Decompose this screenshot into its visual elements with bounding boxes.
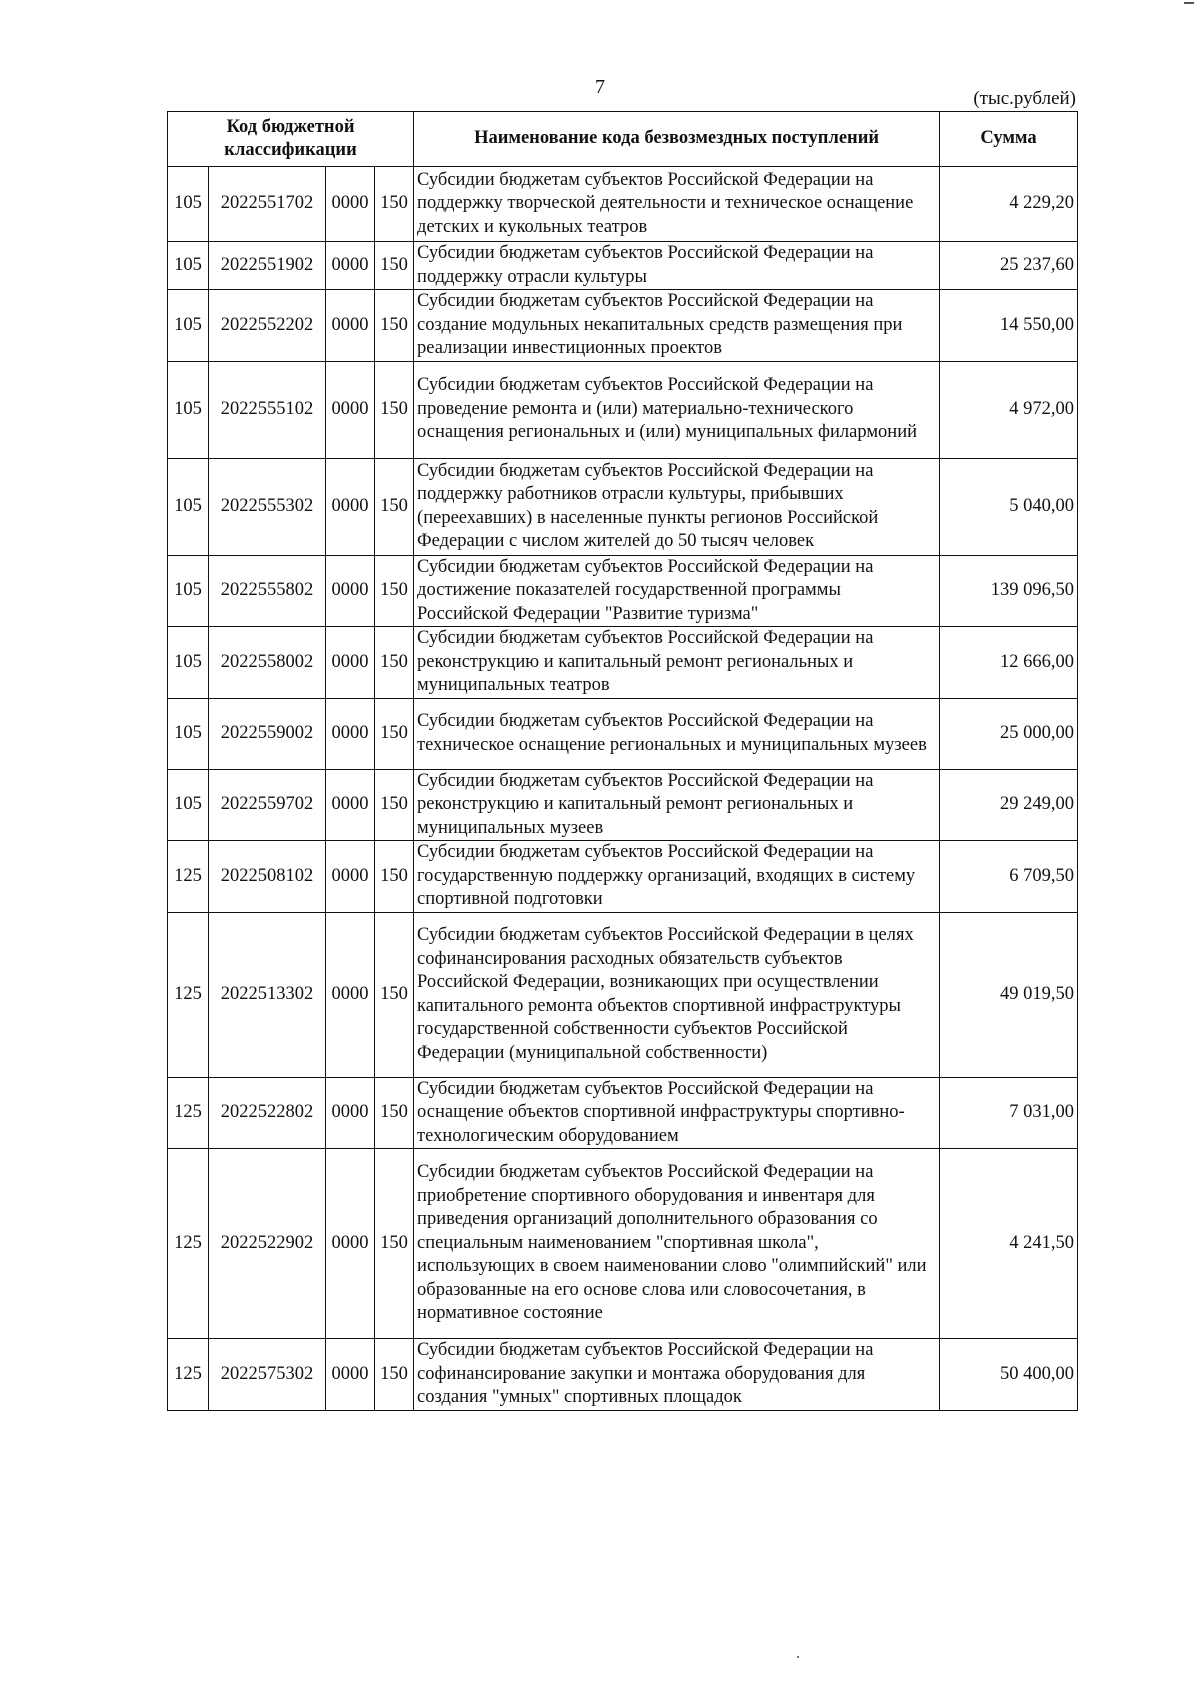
description-cell: Субсидии бюджетам субъектов Российской Федерации на реконструкцию и капитальный ремонт региональных и муниципальных театров	[414, 627, 940, 699]
amount-cell: 4 229,20	[940, 167, 1078, 242]
admin-code-cell: 105	[168, 242, 209, 290]
amount-cell: 25 000,00	[940, 698, 1078, 769]
subprogram-code-cell: 0000	[326, 290, 375, 362]
kind-code-cell: 150	[375, 1077, 414, 1149]
subprogram-code-cell: 0000	[326, 242, 375, 290]
amount-cell: 4 241,50	[940, 1149, 1078, 1339]
kind-code-cell: 150	[375, 698, 414, 769]
subprogram-code-cell: 0000	[326, 912, 375, 1077]
budget-code-cell: 2022555302	[209, 458, 326, 555]
page-number: 7	[595, 76, 605, 98]
admin-code-cell: 105	[168, 290, 209, 362]
table-row	[168, 167, 1078, 242]
scan-artifact	[1184, 2, 1194, 4]
description-cell: Субсидии бюджетам субъектов Российской Федерации на техническое оснащение региональных и муниципальных музеев	[414, 698, 940, 769]
header-name: Наименование кода безвозмездных поступлений	[414, 112, 940, 167]
description-cell: Субсидии бюджетам субъектов Российской Федерации на поддержку работников отрасли культуры, прибывших (переехавших) в населенные пункты регионов Российской Федерации с числом жителей до 50 тысяч человек	[414, 458, 940, 555]
description-cell: Субсидии бюджетам субъектов Российской Федерации в целях софинансирования расходных обязательств субъектов Российской Федерации, возникающих при осуществлении капитального ремонта объектов спортивной инфраструктуры государственной собственности субъектов Российской Федерации (муниципальной собственности)	[414, 912, 940, 1077]
kind-code-cell: 150	[375, 290, 414, 362]
subprogram-code-cell: 0000	[326, 361, 375, 458]
table-row	[168, 1339, 1078, 1411]
units-label: (тыс.рублей)	[973, 88, 1076, 109]
kind-code-cell: 150	[375, 841, 414, 913]
amount-cell: 12 666,00	[940, 627, 1078, 699]
description-cell: Субсидии бюджетам субъектов Российской Федерации на поддержку творческой деятельности и техническое оснащение детских и кукольных театров	[414, 167, 940, 242]
admin-code-cell: 105	[168, 555, 209, 627]
amount-cell: 139 096,50	[940, 555, 1078, 627]
table-row	[168, 1077, 1078, 1149]
budget-code-cell: 2022559002	[209, 698, 326, 769]
budget-code-cell: 2022575302	[209, 1339, 326, 1411]
admin-code-cell: 125	[168, 1339, 209, 1411]
subprogram-code-cell: 0000	[326, 1339, 375, 1411]
admin-code-cell: 125	[168, 912, 209, 1077]
kind-code-cell: 150	[375, 912, 414, 1077]
description-cell: Субсидии бюджетам субъектов Российской Федерации на создание модульных некапитальных средств размещения при реализации инвестиционных проектов	[414, 290, 940, 362]
amount-cell: 4 972,00	[940, 361, 1078, 458]
kind-code-cell: 150	[375, 627, 414, 699]
admin-code-cell: 125	[168, 1077, 209, 1149]
table-row	[168, 627, 1078, 699]
table-row	[168, 290, 1078, 362]
description-cell: Субсидии бюджетам субъектов Российской Федерации на реконструкцию и капитальный ремонт региональных и муниципальных музеев	[414, 769, 940, 841]
kind-code-cell: 150	[375, 1149, 414, 1339]
subprogram-code-cell: 0000	[326, 1149, 375, 1339]
budget-code-cell: 2022559702	[209, 769, 326, 841]
subprogram-code-cell: 0000	[326, 769, 375, 841]
amount-cell: 50 400,00	[940, 1339, 1078, 1411]
admin-code-cell: 105	[168, 627, 209, 699]
admin-code-cell: 105	[168, 458, 209, 555]
amount-cell: 7 031,00	[940, 1077, 1078, 1149]
admin-code-cell: 125	[168, 1149, 209, 1339]
table-row	[168, 698, 1078, 769]
table-row	[168, 912, 1078, 1077]
budget-code-cell: 2022558002	[209, 627, 326, 699]
amount-cell: 49 019,50	[940, 912, 1078, 1077]
amount-cell: 25 237,60	[940, 242, 1078, 290]
table-row	[168, 555, 1078, 627]
budget-code-cell: 2022508102	[209, 841, 326, 913]
budget-code-cell: 2022555102	[209, 361, 326, 458]
description-cell: Субсидии бюджетам субъектов Российской Федерации на приобретение спортивного оборудования и инвентаря для приведения организаций дополнительного образования со специальным наименованием "спортивная школа", использующих в своем наименовании слово "олимпийский" или образованные на его основе слова или словосочетания, в нормативное состояние	[414, 1149, 940, 1339]
table-row	[168, 841, 1078, 913]
kind-code-cell: 150	[375, 1339, 414, 1411]
amount-cell: 5 040,00	[940, 458, 1078, 555]
table-body	[168, 167, 1078, 1411]
table-row	[168, 458, 1078, 555]
description-cell: Субсидии бюджетам субъектов Российской Федерации на проведение ремонта и (или) материально-технического оснащения региональных и (или) муниципальных филармоний	[414, 361, 940, 458]
subprogram-code-cell: 0000	[326, 458, 375, 555]
subprogram-code-cell: 0000	[326, 627, 375, 699]
description-cell: Субсидии бюджетам субъектов Российской Федерации на достижение показателей государственной программы Российской Федерации "Развитие туризма"	[414, 555, 940, 627]
budget-code-cell: 2022551902	[209, 242, 326, 290]
admin-code-cell: 105	[168, 361, 209, 458]
kind-code-cell: 150	[375, 361, 414, 458]
budget-code-cell: 2022522902	[209, 1149, 326, 1339]
header-code: Код бюджетной классификации	[168, 112, 414, 167]
budget-code-cell: 2022552202	[209, 290, 326, 362]
admin-code-cell: 105	[168, 698, 209, 769]
table-row	[168, 361, 1078, 458]
admin-code-cell: 105	[168, 769, 209, 841]
description-cell: Субсидии бюджетам субъектов Российской Федерации на софинансирование закупки и монтажа оборудования для создания "умных" спортивных площадок	[414, 1339, 940, 1411]
amount-cell: 29 249,00	[940, 769, 1078, 841]
table-header-row	[168, 112, 1078, 167]
subprogram-code-cell: 0000	[326, 555, 375, 627]
budget-code-cell: 2022522802	[209, 1077, 326, 1149]
kind-code-cell: 150	[375, 769, 414, 841]
kind-code-cell: 150	[375, 242, 414, 290]
scan-artifact	[797, 1656, 799, 1658]
description-cell: Субсидии бюджетам субъектов Российской Федерации на государственную поддержку организаций, входящих в систему спортивной подготовки	[414, 841, 940, 913]
table-row	[168, 242, 1078, 290]
amount-cell: 6 709,50	[940, 841, 1078, 913]
subprogram-code-cell: 0000	[326, 698, 375, 769]
kind-code-cell: 150	[375, 458, 414, 555]
description-cell: Субсидии бюджетам субъектов Российской Федерации на оснащение объектов спортивной инфраструктуры спортивно-технологическим оборудованием	[414, 1077, 940, 1149]
table-row	[168, 1149, 1078, 1339]
subprogram-code-cell: 0000	[326, 167, 375, 242]
subprogram-code-cell: 0000	[326, 1077, 375, 1149]
admin-code-cell: 125	[168, 841, 209, 913]
amount-cell: 14 550,00	[940, 290, 1078, 362]
budget-code-cell: 2022551702	[209, 167, 326, 242]
admin-code-cell: 105	[168, 167, 209, 242]
description-cell: Субсидии бюджетам субъектов Российской Федерации на поддержку отрасли культуры	[414, 242, 940, 290]
budget-code-cell: 2022555802	[209, 555, 326, 627]
budget-code-cell: 2022513302	[209, 912, 326, 1077]
kind-code-cell: 150	[375, 555, 414, 627]
subprogram-code-cell: 0000	[326, 841, 375, 913]
header-sum: Сумма	[940, 112, 1078, 167]
budget-table	[167, 111, 1078, 1411]
kind-code-cell: 150	[375, 167, 414, 242]
table-row	[168, 769, 1078, 841]
